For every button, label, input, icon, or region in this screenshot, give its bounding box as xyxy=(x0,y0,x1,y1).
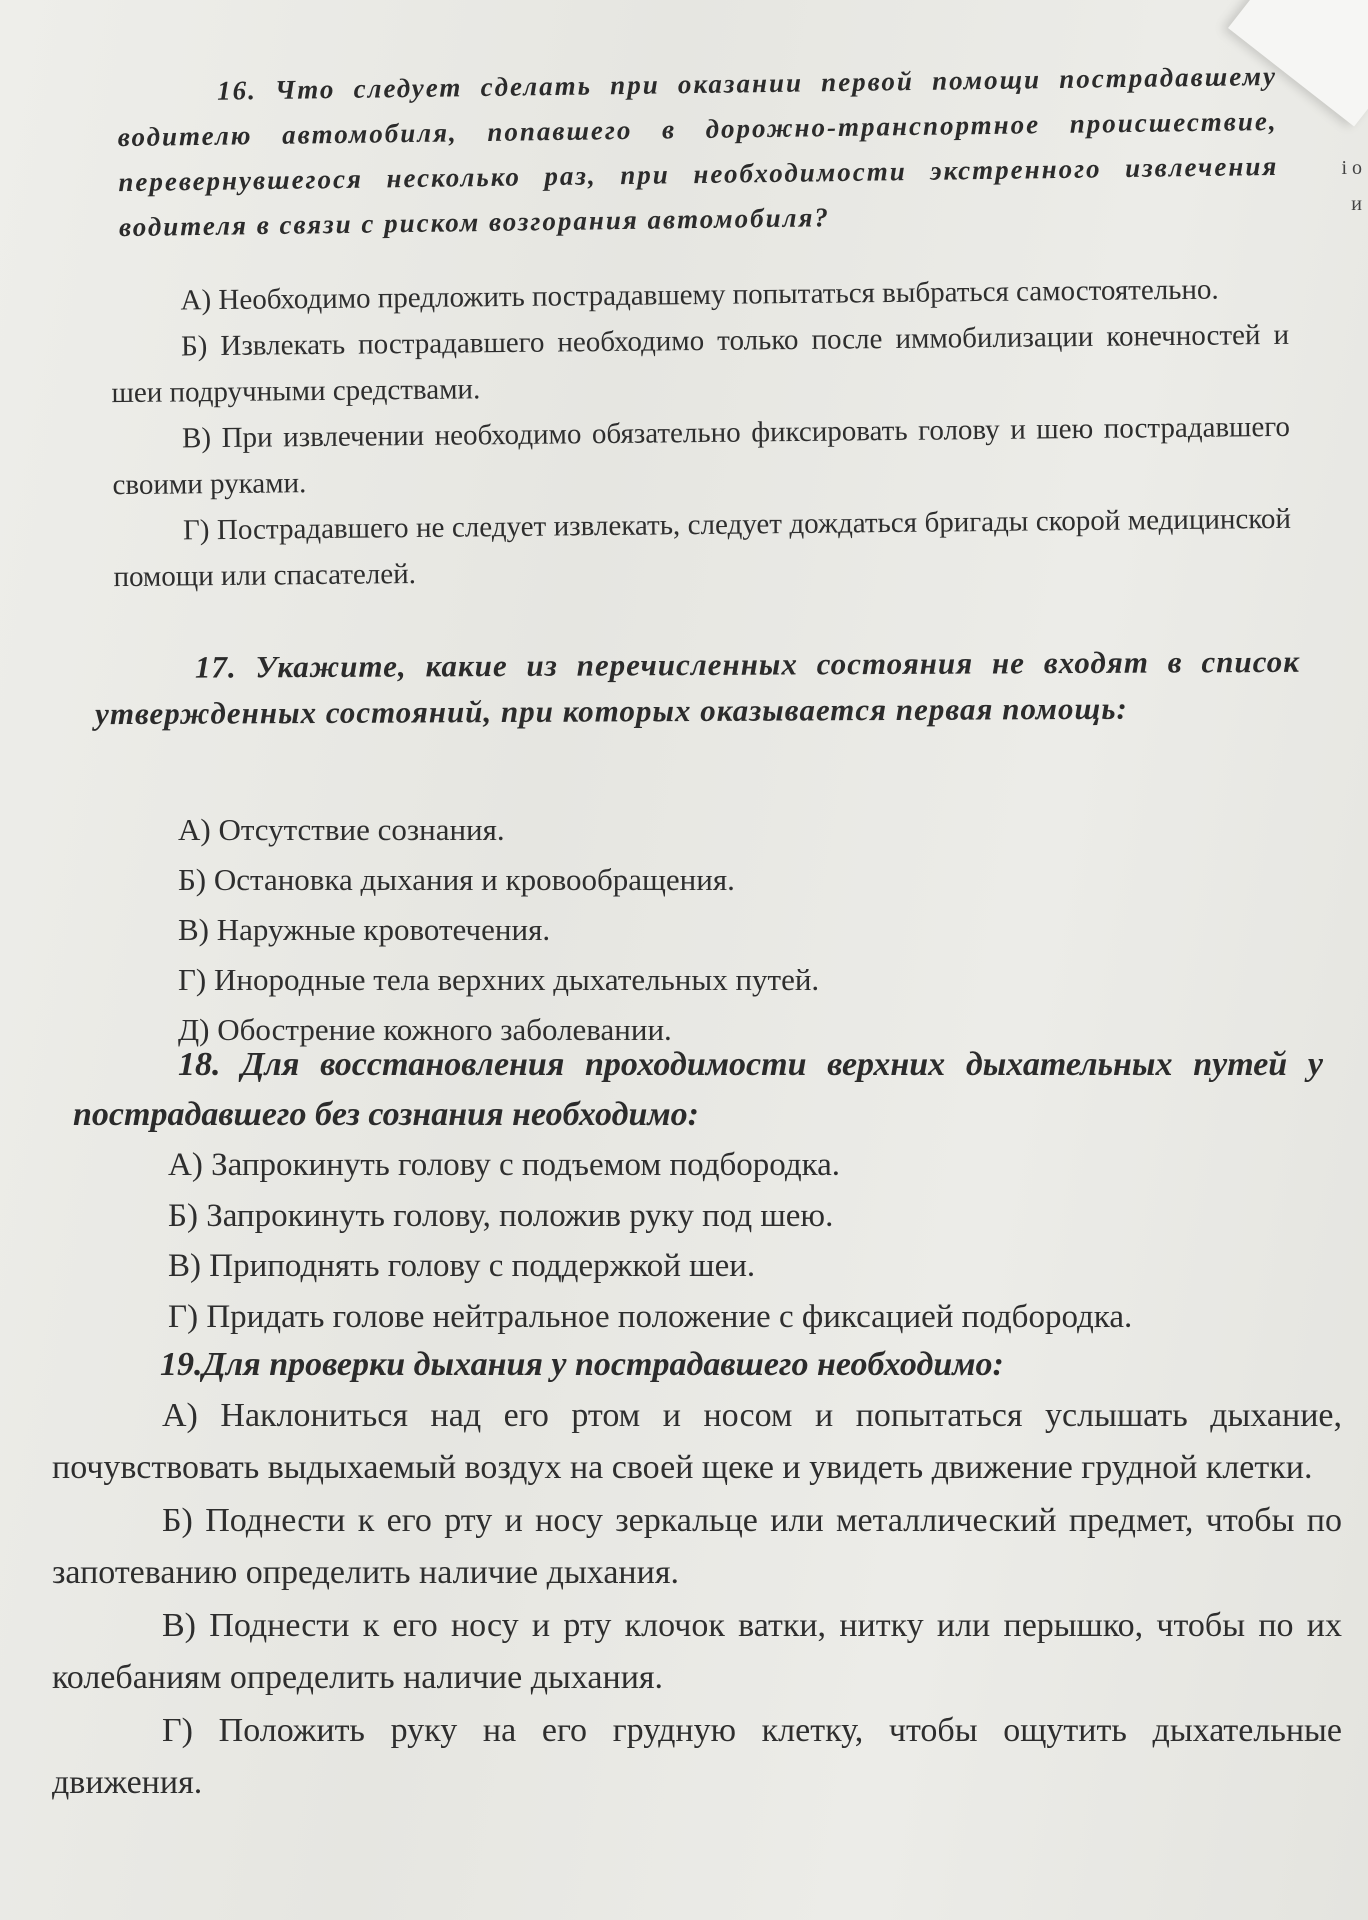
question-18 xyxy=(73,1040,1323,1140)
question-17 xyxy=(95,639,1300,737)
question-16-options xyxy=(110,266,1291,600)
question-text: Укажите, какие из перечисленных состояния не входят в список утвержденных состояний, при которых оказывается первая помощь: xyxy=(95,643,1300,732)
option: Г) Придать голове нейтральное положение с фиксацией подбородка. xyxy=(168,1298,1133,1335)
question-19 xyxy=(160,1340,1310,1390)
option: А) Необходимо предложить пострадавшему попытаться выбраться самостоятельно. xyxy=(180,273,1219,317)
option: А) Запрокинуть голову с подъемом подбородка. xyxy=(168,1147,841,1183)
margin-mark: i o xyxy=(1341,157,1362,179)
option: А) Наклониться над его ртом и носом и попытаться услышать дыхание, почувствовать выдыхаемый воздух на своей щеке и увидеть движение грудной клетки. xyxy=(52,1397,1342,1486)
option: Б) Поднести к его рту и носу зеркальце или металлический предмет, чтобы по запотеванию определить наличие дыхания. xyxy=(52,1502,1342,1591)
question-16 xyxy=(117,54,1279,250)
option: В) При извлечении необходимо обязательно фиксировать голову и шею пострадавшего своими руками. xyxy=(112,410,1291,502)
question-number: 17. xyxy=(194,649,237,685)
option: А) Отсутствие сознания. xyxy=(178,812,505,847)
question-number: 18. xyxy=(178,1046,221,1083)
option: В) Поднести к его носу и рту клочок ватки, нитку или перышко, чтобы по их колебаниям определить наличие дыхания. xyxy=(52,1607,1342,1696)
option: Г) Пострадавшего не следует извлекать, следует дождаться бригады скорой медицинской помощи или спасателей. xyxy=(113,502,1292,594)
question-number: 16. xyxy=(216,75,258,106)
question-text: Для проверки дыхания у пострадавшего необходимо: xyxy=(202,1346,1004,1383)
question-number: 19. xyxy=(160,1346,203,1383)
option: Б) Остановка дыхания и кровообращения. xyxy=(178,862,735,897)
option: Б) Запрокинуть голову, положив руку под шею. xyxy=(168,1197,834,1234)
question-19-options xyxy=(52,1390,1342,1810)
option: Г) Инородные тела верхних дыхательных путей. xyxy=(178,962,820,997)
option: В) Приподнять голову с поддержкой шеи. xyxy=(168,1248,756,1284)
option: Г) Положить руку на его грудную клетку, чтобы ощутить дыхательные движения. xyxy=(52,1712,1342,1801)
question-text: Что следует сделать при оказании первой помощи пострадавшему водителю автомобиля, попавшего в дорожно-транспортное происшествие, перевернувшегося несколько раз, при необходимости экстренного извлечения водителя в связи с риском возгорания автомобиля? xyxy=(117,60,1279,243)
question-text: Для восстановления проходимости верхних дыхательных путей у пострадавшего без сознания необходимо: xyxy=(73,1046,1323,1133)
question-17-options xyxy=(178,805,1278,1055)
margin-mark: и xyxy=(1351,193,1362,215)
option: В) Наружные кровотечения. xyxy=(178,912,551,947)
question-18-options xyxy=(168,1140,1318,1342)
option: Б) Извлекать пострадавшего необходимо только после иммобилизации конечностей и шеи подручными средствами. xyxy=(111,318,1290,410)
option: Д) Обострение кожного заболевании. xyxy=(178,1012,672,1047)
